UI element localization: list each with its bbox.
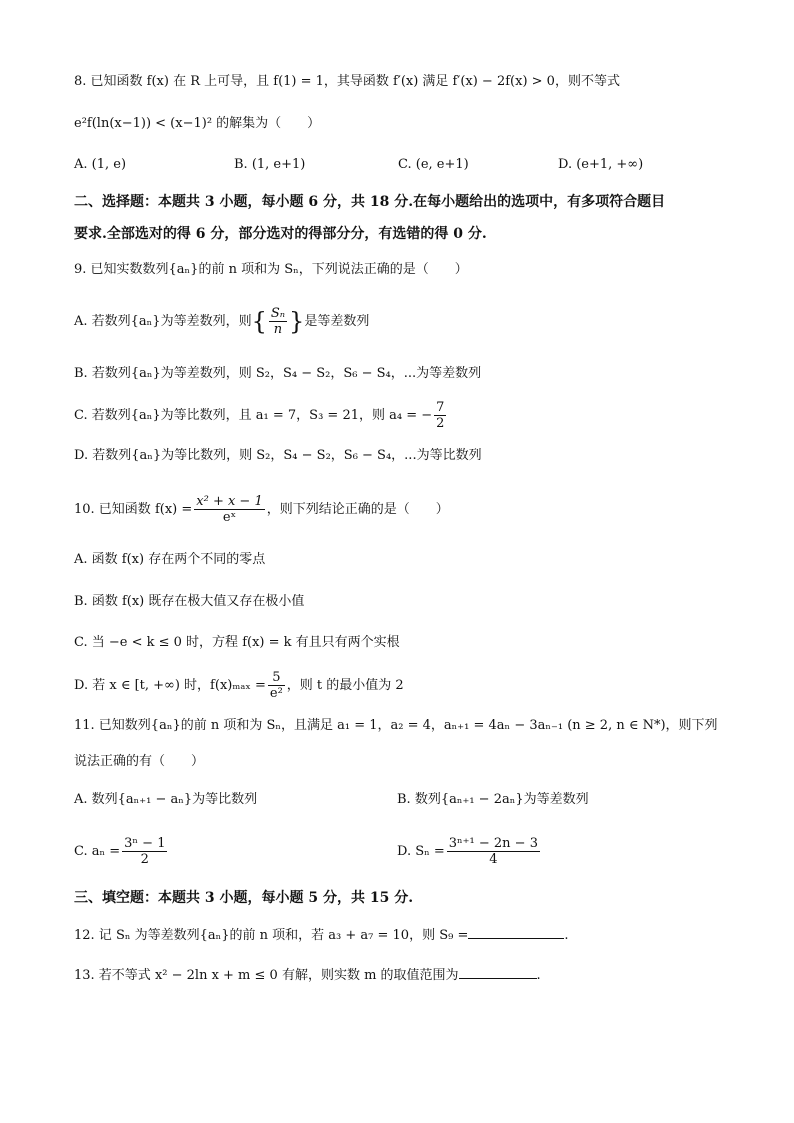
- q13-text: 13. 若不等式 x² − 2ln x + m ≤ 0 有解，则实数 m 的取值范围为: [74, 968, 459, 983]
- q10-option-b: B. 函数 f(x) 既存在极大值又存在极小值: [74, 594, 305, 609]
- left-brace: {: [251, 307, 267, 336]
- q10-d-suffix: ，则 t 的最小值为 2: [286, 678, 404, 693]
- q9-stem: 9. 已知实数数列{aₙ}的前 n 项和为 Sₙ，下列说法正确的是（ ）: [74, 262, 468, 277]
- q11-c-fraction: [122, 836, 167, 867]
- q11-option-b: B. 数列{aₙ₊₁ − 2aₙ}为等差数列: [397, 792, 589, 807]
- q13-answer-blank[interactable]: [459, 966, 537, 979]
- q10-d-denominator: e²: [269, 686, 283, 701]
- q9-option-c: [74, 400, 448, 431]
- q11-d-numerator: 3ⁿ⁺¹ − 2n − 3: [448, 836, 538, 851]
- q9-c-numerator: 7: [436, 400, 445, 415]
- q9-c-fraction: [434, 400, 446, 431]
- q8-option-d: D. (e+1, +∞): [558, 157, 644, 172]
- q12-end: .: [564, 928, 569, 943]
- q11-d-denominator: 4: [489, 852, 498, 867]
- q11-option-a: A. 数列{aₙ₊₁ − aₙ}为等比数列: [74, 792, 258, 807]
- q9-a-prefix: A. 若数列{aₙ}为等差数列，则: [74, 314, 252, 329]
- q9-a-denominator: n: [273, 322, 283, 337]
- q11-c-numerator: 3ⁿ − 1: [124, 836, 166, 851]
- q9-c-prefix: C. 若数列{aₙ}为等比数列，且 a₁ = 7，S₃ = 21，则 a₄ = −: [74, 408, 433, 423]
- q8-option-c: C. (e, e+1): [398, 157, 469, 172]
- q10-option-d: [74, 670, 404, 701]
- q8-line1: 8. 已知函数 f(x) 在 R 上可导，且 f(1) = 1，其导函数 f′(x) 满足 f′(x) − 2f(x) > 0，则不等式: [74, 74, 620, 89]
- q10-stem: [74, 494, 449, 525]
- section3-title: 三、填空题：本题共 3 小题，每小题 5 分，共 15 分.: [74, 890, 414, 906]
- section2-line1: 二、选择题：本题共 3 小题，每小题 6 分，共 18 分.在每小题给出的选项中，有多项符合题目: [74, 194, 666, 210]
- q11-d-prefix: D. Sₙ =: [397, 844, 445, 859]
- q9-a-suffix: 是等差数列: [304, 314, 370, 329]
- q12-answer-blank[interactable]: [468, 926, 564, 939]
- q10-denominator: eˣ: [222, 510, 237, 525]
- q11-d-fraction: [447, 836, 540, 867]
- q10-option-c: C. 当 −e < k ≤ 0 时，方程 f(x) = k 有且只有两个实根: [74, 635, 400, 650]
- q11-c-denominator: 2: [140, 852, 149, 867]
- q9-option-b: B. 若数列{aₙ}为等差数列，则 S₂，S₄ − S₂，S₆ − S₄，...为等差数列: [74, 366, 482, 381]
- q10-stem-prefix: 10. 已知函数 f(x) =: [74, 502, 193, 517]
- q11-c-prefix: C. aₙ =: [74, 844, 121, 859]
- q8-option-b: B. (1, e+1): [234, 157, 306, 172]
- q10-d-numerator: 5: [268, 670, 285, 686]
- q11-line2: 说法正确的有（ ）: [74, 754, 205, 769]
- q9-option-d: D. 若数列{aₙ}为等比数列，则 S₂，S₄ − S₂，S₆ − S₄，...为等比数列: [74, 448, 482, 463]
- q10-d-fraction: [268, 670, 285, 701]
- right-brace: }: [289, 307, 305, 336]
- q9-a-fraction: [269, 306, 287, 337]
- q9-c-denominator: 2: [436, 416, 445, 431]
- q11-option-c: [74, 836, 169, 867]
- q12-line: [74, 926, 568, 946]
- q13-end: .: [536, 968, 541, 983]
- q10-fraction: [194, 494, 264, 525]
- q10-stem-suffix: ，则下列结论正确的是（ ）: [266, 502, 449, 517]
- q10-d-prefix: D. 若 x ∈ [t, +∞) 时，f(x)ₘₐₓ =: [74, 678, 266, 693]
- q10-numerator: x² + x − 1: [196, 494, 263, 509]
- q10-option-a: A. 函数 f(x) 存在两个不同的零点: [74, 552, 266, 567]
- section2-line2: 要求.全部选对的得 6 分，部分选对的得部分分，有选错的得 0 分.: [74, 226, 487, 242]
- q12-text: 12. 记 Sₙ 为等差数列{aₙ}的前 n 项和，若 a₃ + a₇ = 10，则 S₉ =: [74, 928, 469, 943]
- q9-a-numerator: Sₙ: [270, 306, 286, 321]
- q9-option-a: [74, 306, 369, 337]
- q8-line2: e²f(ln(x−1)) < (x−1)² 的解集为（ ）: [74, 116, 321, 131]
- q11-option-d: [397, 836, 542, 867]
- q11-line1: 11. 已知数列{aₙ}的前 n 项和为 Sₙ，且满足 a₁ = 1，a₂ = 4，aₙ₊₁ = 4aₙ − 3aₙ₋₁ (n ≥ 2, n ∈ N*)，则下列: [74, 718, 718, 733]
- q13-line: [74, 966, 541, 986]
- q8-option-a: A. (1, e): [74, 157, 127, 172]
